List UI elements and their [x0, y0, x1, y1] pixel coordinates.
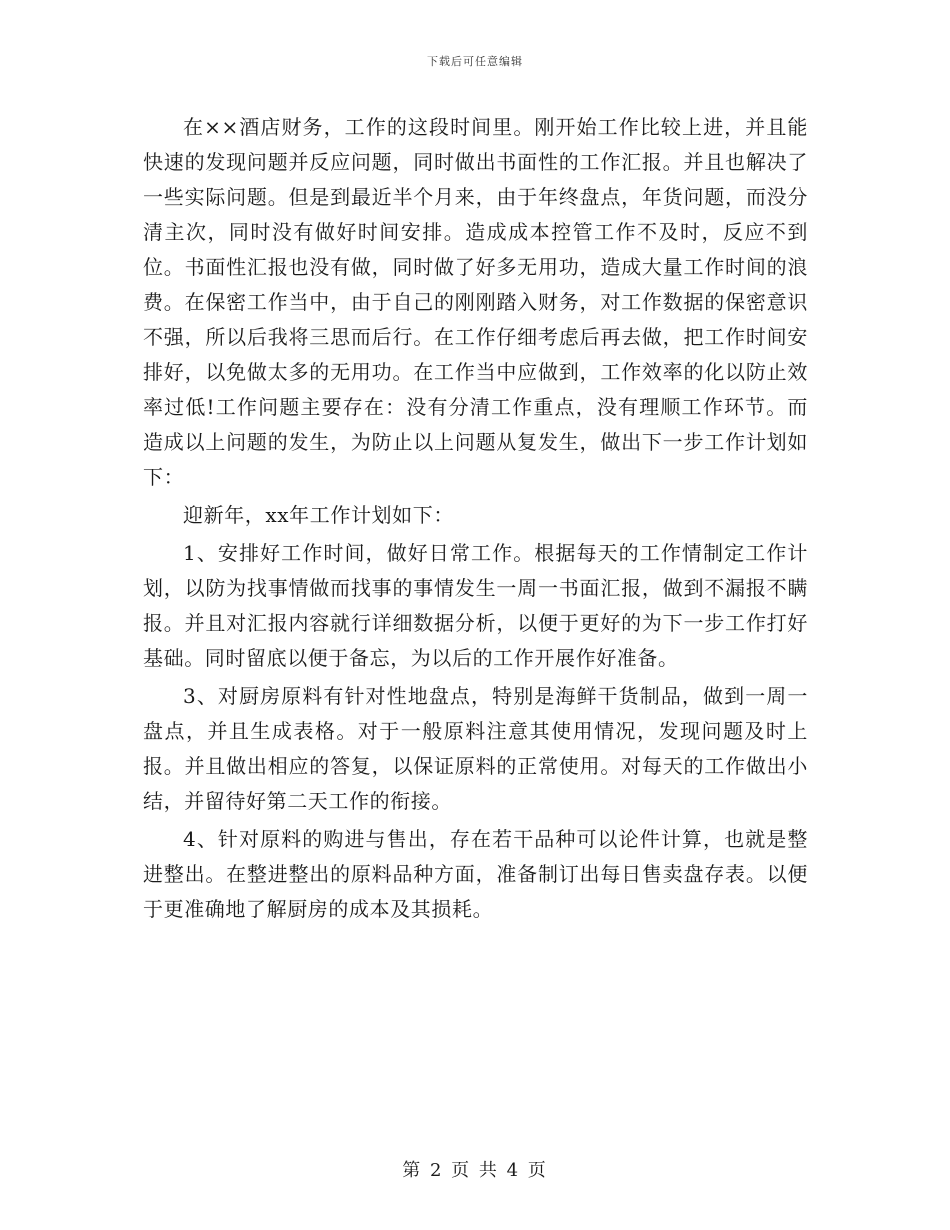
page-number-text: 第 2 页 共 4 页	[402, 1160, 548, 1181]
page-number-footer	[0, 1156, 950, 1182]
paragraph-plan-title: 迎新年，xx年工作计划如下：	[183, 503, 454, 527]
paragraph-intro: 在××酒店财务，工作的这段时间里。刚开始工作比较上进，并且能快速的发现问题并反应问题，同时做出书面性的工作汇报。并且也解决了一些实际问题。但是到最近半个月来，由于年终盘点，年货问题，而没分清主次，同时没有做好时间安排。造成成本控管工作不及时，反应不到位。书面性汇报也没有做，同时做了好多无用功，造成大量工作时间的浪费。在保密工作当中，由于自己的刚刚踏入财务，对工作数据的保密意识不强，所以后我将三思而后行。在工作仔细考虑后再去做，把工作时间安排好，以免做太多的无用功。在工作当中应做到，工作效率的化以防止效率过低!工作问题主要存在：没有分清工作重点，没有理顺工作环节。而造成以上问题的发生，为防止以上问题从复发生，做出下一步工作计划如下：	[143, 115, 808, 489]
paragraph-item-1: 1、安排好工作时间，做好日常工作。根据每天的工作情制定工作计划，以防为找事情做而找事的事情发生一周一书面汇报，做到不漏报不瞒报。并且对汇报内容就行详细数据分析，以便于更好的为下一步工作打好基础。同时留底以便于备忘，为以后的工作开展作好准备。	[143, 541, 808, 670]
paragraph-item-3: 3、对厨房原料有针对性地盘点，特别是海鲜干货制品，做到一周一盘点，并且生成表格。对于一般原料注意其使用情况，发现问题及时上报。并且做出相应的答复，以保证原料的正常使用。对每天的工作做出小结，并留待好第二天工作的衔接。	[143, 684, 808, 813]
paragraph-item-4: 4、针对原料的购进与售出，存在若干品种可以论件计算，也就是整进整出。在整进整出的原料品种方面，准备制订出每日售卖盘存表。以便于更准确地了解厨房的成本及其损耗。	[143, 827, 808, 921]
page-header: 下载后可任意编辑	[427, 55, 523, 68]
document-body	[143, 110, 808, 930]
